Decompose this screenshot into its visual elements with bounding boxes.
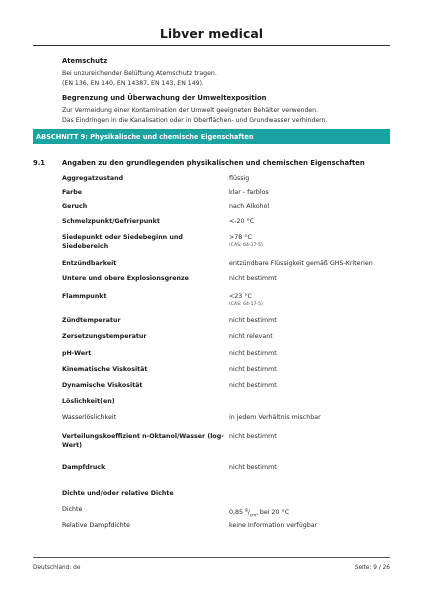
value-flammpunkt: <23 °C: [229, 293, 252, 300]
label-ph-wert: pH-Wert: [62, 350, 92, 357]
label-rel-dampfdichte: Relative Dampfdichte: [62, 522, 130, 529]
label-kin-viskositaet: Kinematische Viskosität: [62, 366, 148, 373]
value-zuendtemperatur: nicht bestimmt: [229, 317, 277, 324]
value-geruch: nach Alkohol: [229, 203, 270, 210]
value-schmelzpunkt: <-20 °C: [229, 218, 255, 225]
value-zersetzungstemperatur: nicht relevant: [229, 333, 273, 340]
label-dichte: Dichte: [62, 506, 83, 513]
footer-country: Deutschland: de: [33, 565, 81, 571]
value-entzuendbarkeit: entzündbare Flüssigkeit gemäß GHS-Kriterien: [229, 260, 373, 267]
label-geruch: Geruch: [62, 203, 88, 210]
subsection-title: Angaben zu den grundlegenden physikalischen und chemischen Eigenschaften: [62, 159, 365, 167]
dichte-unit-denominator: cm³: [249, 512, 258, 518]
label-verteilungskoeffizient: Verteilungskoeffizient n-Oktanol/Wasser (log-Wert): [62, 433, 224, 449]
value-siedepunkt: >78 °C: [229, 234, 252, 241]
value-farbe: klar - farblos: [229, 189, 269, 196]
label-zersetzungstemperatur: Zersetzungstemperatur: [62, 333, 147, 340]
label-dampfdruck: Dampfdruck: [62, 464, 106, 471]
label-wasserloeslichkeit: Wasserlöslichkeit: [62, 414, 117, 421]
label-zuendtemperatur: Zündtemperatur: [62, 317, 121, 324]
value-aggregatzustand: flüssig: [229, 175, 250, 182]
value-ph-wert: nicht bestimmt: [229, 350, 277, 357]
value-verteilungskoeffizient: nicht bestimmt: [229, 433, 277, 440]
dichte-number: 0,85: [229, 509, 244, 517]
value-dyn-viskositaet: nicht bestimmt: [229, 382, 277, 389]
note-flammpunkt: (CAS: 64-17-5): [229, 302, 263, 307]
label-farbe: Farbe: [62, 189, 83, 196]
value-wasserloeslichkeit: in jedem Verhältnis mischbar: [229, 414, 321, 421]
label-dyn-viskositaet: Dynamische Viskosität: [62, 382, 143, 389]
footer-page-number: Seite: 9 / 26: [354, 565, 390, 571]
value-rel-dampfdichte: keine Information verfügbar: [229, 522, 318, 529]
atemschutz-line-1: Bei unzureichender Belüftung Atemschutz tragen.: [62, 70, 217, 77]
section-band-label: ABSCHNITT 9: Physikalische und chemische Eigenschaften: [36, 133, 254, 141]
label-aggregatzustand: Aggregatzustand: [62, 175, 124, 182]
dichte-unit-numerator: g: [245, 507, 248, 512]
label-schmelzpunkt: Schmelzpunkt/Gefrierpunkt: [62, 218, 160, 225]
label-dichte-heading: Dichte und/oder relative Dichte: [62, 490, 174, 497]
value-dichte: 0,85 $^g/_{cm^3}$ bei 20 °C: [229, 507, 290, 518]
umwelt-line-2: Das Eindringen in die Kanalisation oder in Oberflächen- und Grundwasser verhindern.: [62, 117, 328, 124]
atemschutz-heading: Atemschutz: [62, 57, 108, 65]
label-explosionsgrenze: Untere und obere Explosionsgrenze: [62, 275, 189, 282]
subsection-number: 9.1: [33, 159, 46, 167]
header-divider: [33, 45, 390, 46]
value-dampfdruck: nicht bestimmt: [229, 464, 277, 471]
label-siedepunkt: Siedepunkt oder Siedebeginn und Siedebereich: [62, 234, 183, 250]
footer-divider: [33, 557, 390, 558]
dichte-condition: bei 20 °C: [259, 509, 290, 517]
atemschutz-line-2: (EN 136, EN 140, EN 14387, EN 143, EN 149).: [62, 80, 204, 87]
umwelt-heading: Begrenzung und Überwachung der Umweltexposition: [62, 94, 267, 102]
label-flammpunkt: Flammpunkt: [62, 293, 107, 300]
note-siedepunkt: (CAS: 64-17-5): [229, 243, 263, 248]
label-loeslichkeit: Löslichkeit(en): [62, 398, 115, 405]
document-title: Libver medical: [159, 26, 264, 41]
label-entzuendbarkeit: Entzündbarkeit: [62, 260, 117, 267]
umwelt-line-1: Zur Vermeidung einer Kontamination der Umwelt geeigneten Behälter verwenden.: [62, 107, 319, 114]
value-explosionsgrenze: nicht bestimmt: [229, 275, 277, 282]
value-kin-viskositaet: nicht bestimmt: [229, 366, 277, 373]
